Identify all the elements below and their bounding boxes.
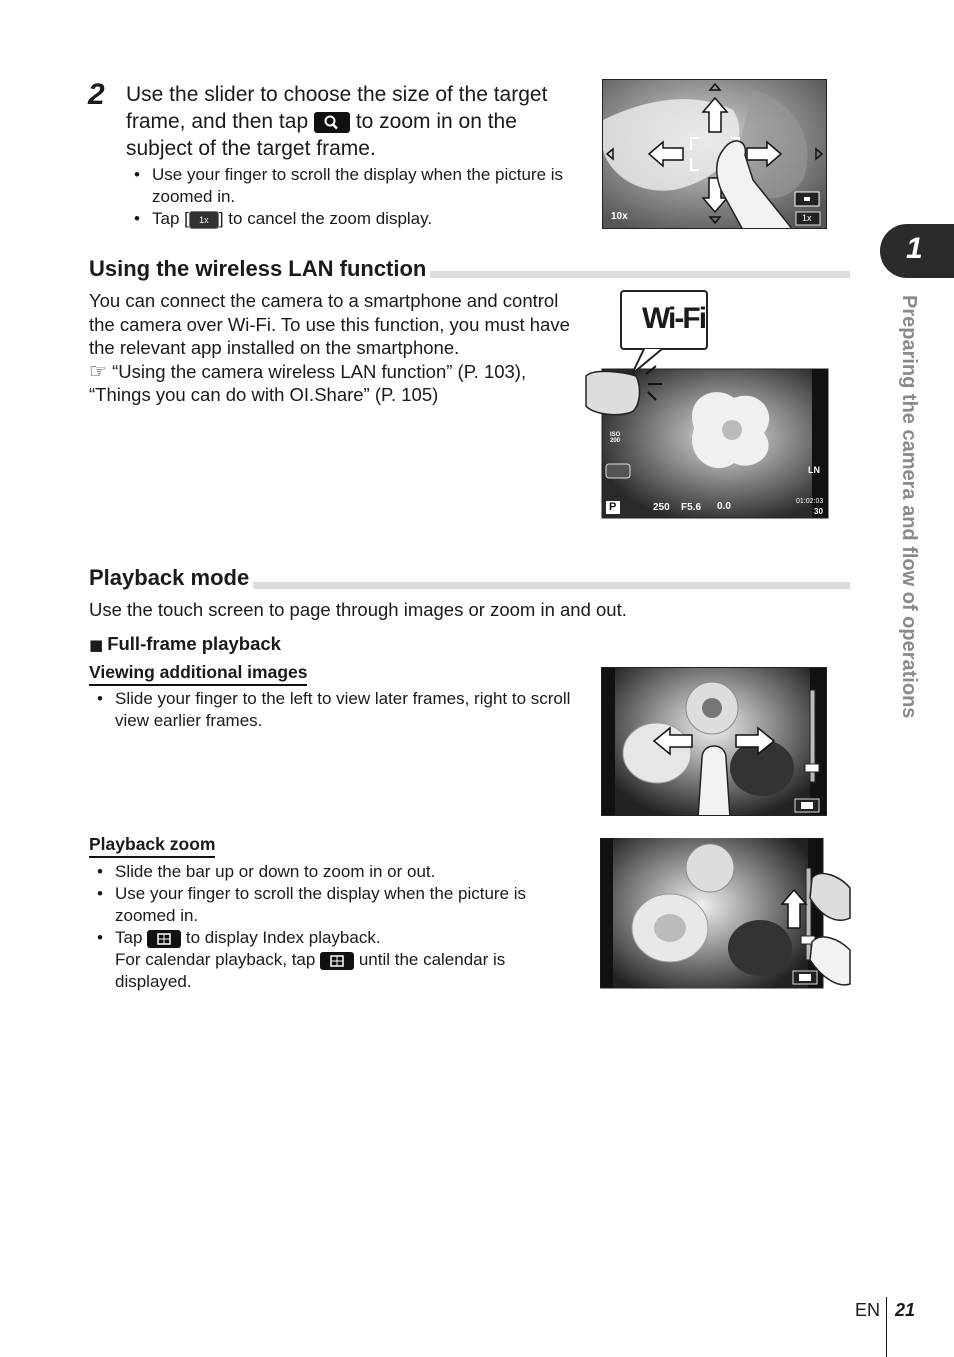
quality-readout: LN [808,465,820,475]
bullet-text: Tap [115,928,143,947]
section-heading-wifi: Using the wireless LAN function [89,256,430,282]
list-item [126,208,596,230]
viewing-heading: Viewing additional images [89,662,307,686]
footer-language: EN [855,1300,881,1320]
full-frame-title: Full-frame playback [107,633,281,654]
list-item: • Slide your finger to the left to view later frames, right to scroll view earlier frames. [89,688,584,732]
wifi-paragraph-text: You can connect the camera to a smartphone and control the camera over Wi-Fi. To use this function, you must have the relevant app installed on the smartphone. [89,290,570,358]
wifi-label: Wi-Fi [642,302,706,335]
square-bullet-icon: ■ [89,636,104,654]
exposure-readout: 0.0 [717,501,731,512]
reference-text: “Using the camera wireless LAN function” (P. 103), “Things you can do with OI.Share” (P. 105) [89,360,527,405]
cancel-zoom-label: 1x [802,213,812,223]
step-text-a: Use the slider to choose the size of the target frame, and then tap [126,83,548,133]
zoom-heading: Playback zoom [89,834,215,858]
step-text-b: to zoom in on the subject of the target frame. [126,110,517,160]
wifi-paragraph [89,289,584,407]
bullet-text: until the calendar is displayed. [115,950,506,991]
chapter-title [900,295,920,795]
footer-divider [886,1297,887,1357]
chapter-title-text: Preparing the camera and flow of operations [898,295,920,719]
iso-readout: ISO 200 [610,432,621,444]
list-item: • Slide the bar up or down to zoom in or out. [89,861,584,883]
cancel-zoom-icon: 1x [189,211,219,229]
playback-zoom-illustration [600,838,852,990]
bullet-text: For calendar playback, tap [115,950,316,969]
viewing-bullets [89,688,584,732]
step2-bullets [126,164,596,230]
full-frame-heading [89,633,281,655]
reference-icon: ☞ [89,358,107,383]
aperture-readout: F5.6 [681,502,702,513]
bullet-text: ] to cancel the zoom display. [218,209,433,228]
time-readout: 01:02:03 [796,498,824,505]
bullet-text: Tap [ [152,209,189,228]
step-text [126,81,586,162]
list-item [89,927,584,993]
shutter-readout: 250 [653,502,670,513]
zoom-level-label: 10x [611,211,628,222]
page-number: 21 [895,1300,916,1320]
bullet-text: to display Index playback. [185,928,381,947]
zoom-frame-illustration [602,79,827,229]
index-playback-icon [320,952,354,970]
chapter-number: 1 [906,232,923,265]
playback-intro: Use the touch screen to page through images or zoom in and out. [89,599,627,620]
index-playback-icon [147,930,181,948]
magnify-icon [314,112,350,133]
step-number: 2 [88,78,105,111]
list-item: • Use your finger to scroll the display when the picture is zoomed in. [126,164,596,208]
viewing-illustration [601,667,827,816]
list-item: • Use your finger to scroll the display when the picture is zoomed in. [89,883,584,927]
section-heading-playback: Playback mode [89,565,253,591]
frames-readout: 30 [814,507,823,516]
chapter-tab [880,224,954,278]
wifi-illustration [584,288,834,523]
mode-readout: P [609,501,617,513]
zoom-bullets [89,861,584,993]
